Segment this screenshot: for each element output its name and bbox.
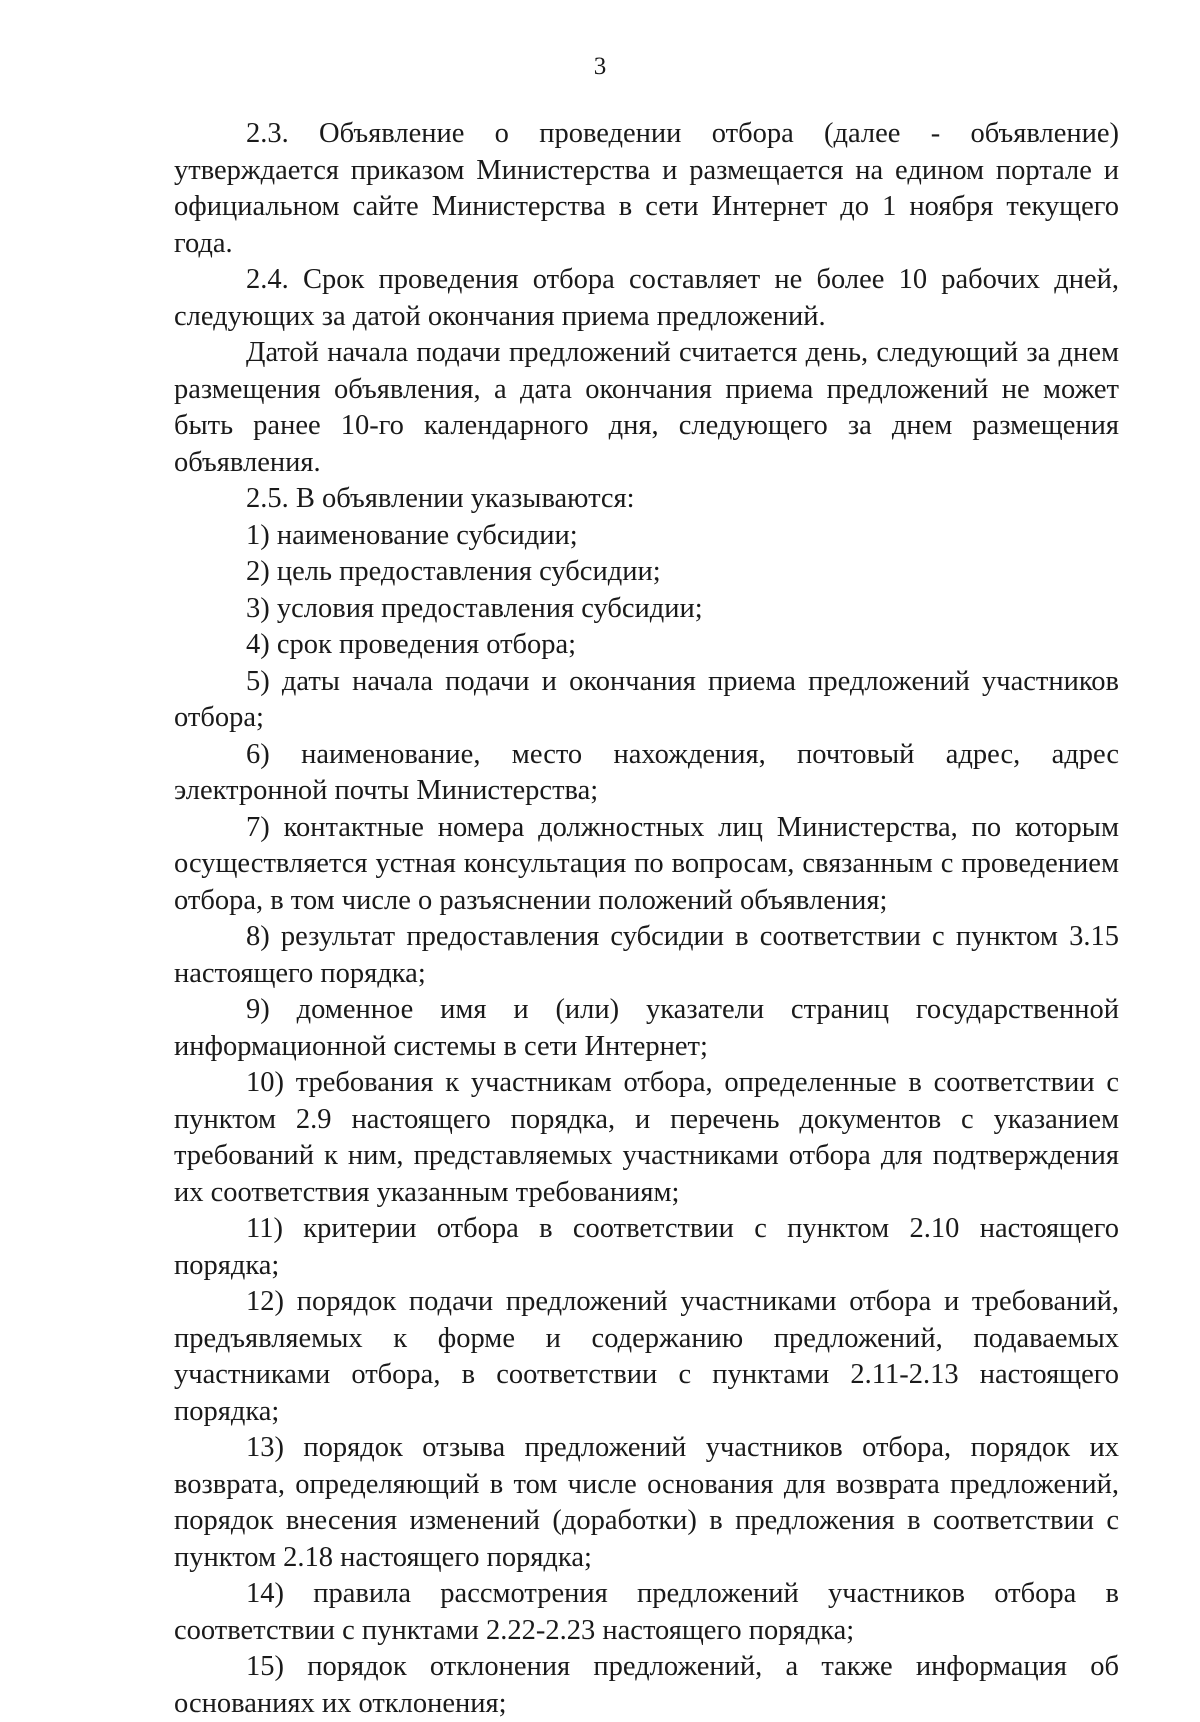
list-item: 6) наименование, место нахождения, почтовый адрес, адрес электронной почты Министерства; <box>174 738 1119 806</box>
list-item: 2) цель предоставления субсидии; <box>246 556 661 587</box>
list-item: 14) правила рассмотрения предложений участников отбора в соответствии с пунктами 2.22-2.23 настоящего порядка; <box>174 1578 1119 1646</box>
list-item: 7) контактные номера должностных лиц Министерства, по которым осуществляется устная консультация по вопросам, связанным с проведением отбора, в том числе о разъяснении положений объявления; <box>174 811 1119 916</box>
list-item: 13) порядок отзыва предложений участников отбора, порядок их возврата, определяющий в том числе основания для возврата предложений, порядок внесения изменений (доработки) в предложения в соответствии с пунктом 2.18 настоящего порядка; <box>174 1432 1119 1573</box>
list-item: 8) результат предоставления субсидии в соответствии с пунктом 3.15 настоящего порядка; <box>174 921 1119 989</box>
paragraph: 2.4. Срок проведения отбора составляет не более 10 рабочих дней, следующих за датой окончания приема предложений. <box>174 264 1119 332</box>
list-item: 10) требования к участникам отбора, определенные в соответствии с пунктом 2.9 настоящего порядка, и перечень документов с указанием требований к ним, представляемых участниками отбора для подтверждения их соответствия указанным требованиям; <box>174 1067 1119 1208</box>
paragraph: 2.5. В объявлении указываются: <box>246 483 635 514</box>
list-item: 5) даты начала подачи и окончания приема предложений участников отбора; <box>174 665 1119 733</box>
list-item: 9) доменное имя и (или) указатели страниц государственной информационной системы в сети Интернет; <box>174 994 1119 1062</box>
page-number: 3 <box>593 53 607 80</box>
list-item: 15) порядок отклонения предложений, а также информация об основаниях их отклонения; <box>174 1651 1119 1719</box>
list-item: 4) срок проведения отбора; <box>246 629 577 660</box>
list-item: 12) порядок подачи предложений участниками отбора и требований, предъявляемых к форме и содержанию предложений, подаваемых участниками отбора, в соответствии с пунктами 2.11-2.13 настоящего порядка; <box>174 1286 1119 1427</box>
paragraph: 2.3. Объявление о проведении отбора (далее - объявление) утверждается приказом Министерства и размещается на едином портале и официальном сайте Министерства в сети Интернет до 1 ноября текущего года. <box>174 118 1119 259</box>
list-item: 1) наименование субсидии; <box>246 519 578 551</box>
list-item: 11) критерии отбора в соответствии с пунктом 2.10 настоящего порядка; <box>174 1213 1119 1281</box>
paragraph: Датой начала подачи предложений считается день, следующий за днем размещения объявления, а дата окончания приема предложений не может быть ранее 10-го календарного дня, следующего за днем размещения объявления. <box>174 337 1119 478</box>
list-item: 3) условия предоставления субсидии; <box>246 592 703 624</box>
document-body <box>174 116 1119 1722</box>
